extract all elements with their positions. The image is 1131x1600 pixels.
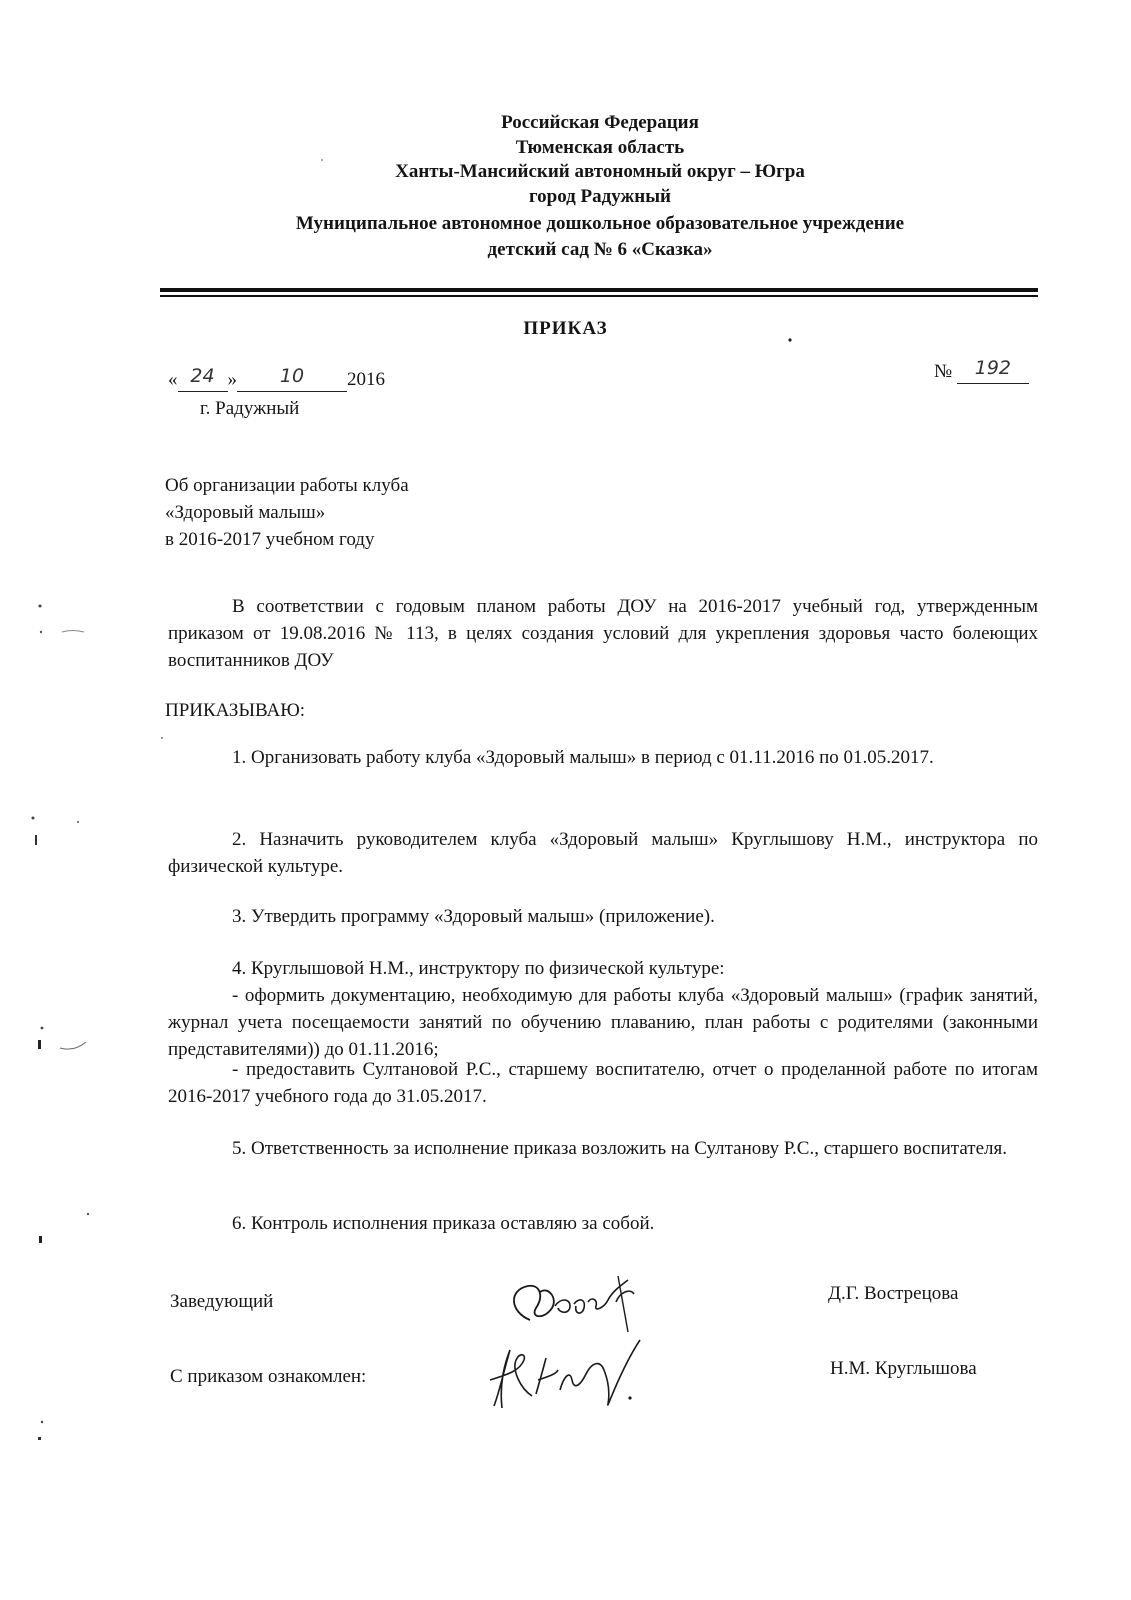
header-region: Тюменская область — [515, 137, 685, 158]
order-word: ПРИКАЗЫВАЮ: — [165, 700, 306, 721]
header-okrug: Ханты-Мансийский автономный округ – Югра — [395, 161, 805, 182]
order-item-4-a: - оформить документацию, необходимую для работы клуба «Здоровый малыш» (график занятий, журнал учета посещаемости занятий по обучению плаванию, план работы с родителями (законными представителями)) до 01.11.2016; — [168, 985, 1038, 1060]
date-month-blank — [237, 365, 347, 392]
date-open-quote: « — [168, 369, 178, 390]
subject-line2: «Здоровый малыш» — [165, 502, 326, 523]
number-prefix: № — [934, 361, 953, 382]
order-item-4-head: 4. Круглышовой Н.М., инструктору по физической культуре: — [232, 958, 725, 979]
head-name: Д.Г. Вострецова — [828, 1283, 959, 1304]
date-year: 2016 — [347, 369, 385, 390]
header-institution-line1: Муниципальное автономное дошкольное образовательное учреждение — [295, 213, 905, 234]
order-item-5: 5. Ответственность за исполнение приказа возложить на Султанову Р.С., старшего воспитателя. — [232, 1138, 1007, 1159]
header-rule-thin — [160, 295, 1038, 297]
order-item-2: 2. Назначить руководителем клуба «Здоровый малыш» Круглышову Н.М., инструктора по физической культуре. — [168, 829, 1038, 877]
order-item-4-b: - предоставить Султановой Р.С., старшему воспитателю, отчет о проделанной работе по итогам 2016-2017 учебного года до 31.05.2017. — [168, 1059, 1038, 1107]
number-value: 192 — [974, 357, 1012, 379]
document-date — [168, 365, 385, 392]
subject-line1: Об организации работы клуба — [165, 475, 409, 496]
ack-role: С приказом ознакомлен: — [170, 1366, 367, 1387]
document-subject — [165, 472, 409, 553]
order-item-6: 6. Контроль исполнения приказа оставляю за собой. — [232, 1213, 655, 1234]
header-country: Российская Федерация — [501, 112, 699, 133]
header-city: город Радужный — [528, 186, 671, 207]
preamble: В соответствии с годовым планом работы ДОУ на 2016-2017 учебный год, утвержденным приказом от 19.08.2016 № 113, в целях создания условий для укрепления здоровья часто болеющих воспитанников ДОУ — [168, 596, 1038, 671]
document-place: г. Радужный — [200, 398, 300, 419]
order-item-3: 3. Утвердить программу «Здоровый малыш» (приложение). — [232, 906, 715, 927]
number-blank — [957, 357, 1029, 384]
ack-name: Н.М. Круглышова — [830, 1358, 977, 1379]
header-institution-line2: детский сад № 6 «Сказка» — [487, 239, 713, 260]
date-day: 24 — [190, 365, 215, 387]
subject-line3: в 2016-2017 учебном году — [165, 529, 375, 550]
document-number — [934, 357, 1029, 384]
date-close-quote: » — [227, 369, 237, 390]
ack-signature — [480, 1330, 680, 1420]
head-role: Заведующий — [170, 1291, 274, 1312]
date-day-blank — [178, 365, 228, 392]
header-rule-thick — [160, 288, 1038, 292]
document-title: ПРИКАЗ — [523, 318, 608, 339]
order-item-1: 1. Организовать работу клуба «Здоровый малыш» в период с 01.11.2016 по 01.05.2017. — [232, 747, 934, 768]
date-month: 10 — [279, 365, 305, 387]
